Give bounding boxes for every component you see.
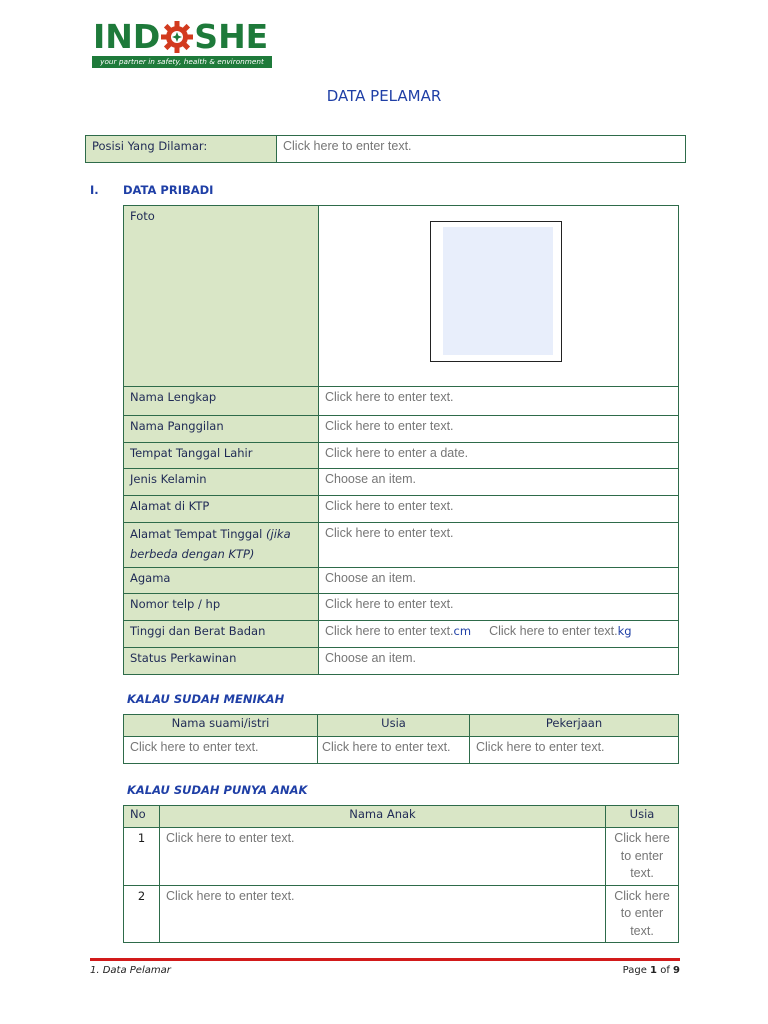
field-label-text: Alamat Tempat Tinggal: [130, 527, 263, 541]
field-label: Nama Panggilan: [124, 416, 319, 443]
page-word: Page: [622, 965, 647, 976]
photo-label: Foto: [124, 206, 319, 387]
religion-dropdown[interactable]: Choose an item.: [319, 568, 679, 594]
company-logo: [93, 17, 269, 56]
spouse-table: [123, 714, 679, 764]
current-page: 1: [650, 965, 658, 976]
field-label: Tempat Tanggal Lahir: [124, 443, 319, 469]
column-header: Nama suami/istri: [124, 715, 318, 737]
page-title: DATA PELAMAR: [326, 87, 442, 105]
children-section-title: KALAU SUDAH PUNYA ANAK: [127, 783, 308, 797]
gear-logo-icon: [160, 20, 194, 54]
child-name-input[interactable]: Click here to enter text.: [160, 885, 606, 943]
spouse-job-input[interactable]: Click here to enter text.: [470, 737, 679, 764]
position-input[interactable]: Click here to enter text.: [277, 136, 686, 163]
footer-divider: [90, 958, 680, 961]
full-name-input[interactable]: Click here to enter text.: [319, 387, 679, 416]
field-label-note: berbeda dengan KTP): [130, 547, 255, 561]
section-number: I.: [90, 183, 99, 197]
gender-dropdown[interactable]: Choose an item.: [319, 469, 679, 496]
logo-tagline: your partner in safety, health & environment: [92, 56, 272, 68]
home-address-input[interactable]: Click here to enter text.: [319, 523, 679, 568]
height-weight-cell: [319, 621, 679, 648]
height-unit: cm: [453, 624, 472, 638]
field-label: Jenis Kelamin: [124, 469, 319, 496]
child-name-input[interactable]: Click here to enter text.: [160, 828, 606, 886]
position-label: Posisi Yang Dilamar:: [86, 136, 277, 163]
child-age-input[interactable]: Click here to enter text.: [606, 885, 679, 943]
footer-section-name: 1. Data Pelamar: [90, 965, 171, 976]
column-header: Usia: [318, 715, 470, 737]
field-label: Tinggi dan Berat Badan: [124, 621, 319, 648]
photo-placeholder[interactable]: [430, 221, 562, 362]
column-header: No: [124, 806, 160, 828]
ktp-address-input[interactable]: Click here to enter text.: [319, 496, 679, 523]
of-word: of: [660, 965, 670, 976]
field-label: [124, 523, 319, 568]
weight-input[interactable]: Click here to enter text.: [489, 624, 618, 638]
children-table: [123, 805, 679, 943]
phone-input[interactable]: Click here to enter text.: [319, 594, 679, 621]
field-label: Nama Lengkap: [124, 387, 319, 416]
field-label-note: (jika: [266, 527, 291, 541]
field-label: Alamat di KTP: [124, 496, 319, 523]
personal-data-table: [123, 205, 679, 675]
height-input[interactable]: Click here to enter text.: [325, 624, 454, 638]
child-number: 1: [124, 828, 160, 886]
column-header: Nama Anak: [160, 806, 606, 828]
column-header: Usia: [606, 806, 679, 828]
field-label: Nomor telp / hp: [124, 594, 319, 621]
field-label: Status Perkawinan: [124, 648, 319, 675]
weight-unit: kg: [617, 624, 632, 638]
marital-status-dropdown[interactable]: Choose an item.: [319, 648, 679, 675]
photo-image-area: [443, 227, 553, 355]
logo-text-left: IND: [93, 17, 161, 56]
child-age-input[interactable]: Click here to enter text.: [606, 828, 679, 886]
total-pages: 9: [673, 965, 680, 976]
married-section-title: KALAU SUDAH MENIKAH: [127, 692, 285, 706]
nickname-input[interactable]: Click here to enter text.: [319, 416, 679, 443]
spouse-name-input[interactable]: Click here to enter text.: [124, 737, 318, 764]
section-title: DATA PRIBADI: [123, 183, 214, 197]
position-table: [85, 135, 686, 163]
field-label: Agama: [124, 568, 319, 594]
birth-date-picker[interactable]: Click here to enter a date.: [319, 443, 679, 469]
child-number: 2: [124, 885, 160, 943]
spouse-age-input[interactable]: Click here to enter text.: [318, 737, 470, 764]
page-indicator: [560, 965, 680, 976]
logo-text-right: SHE: [194, 17, 269, 56]
column-header: Pekerjaan: [470, 715, 679, 737]
